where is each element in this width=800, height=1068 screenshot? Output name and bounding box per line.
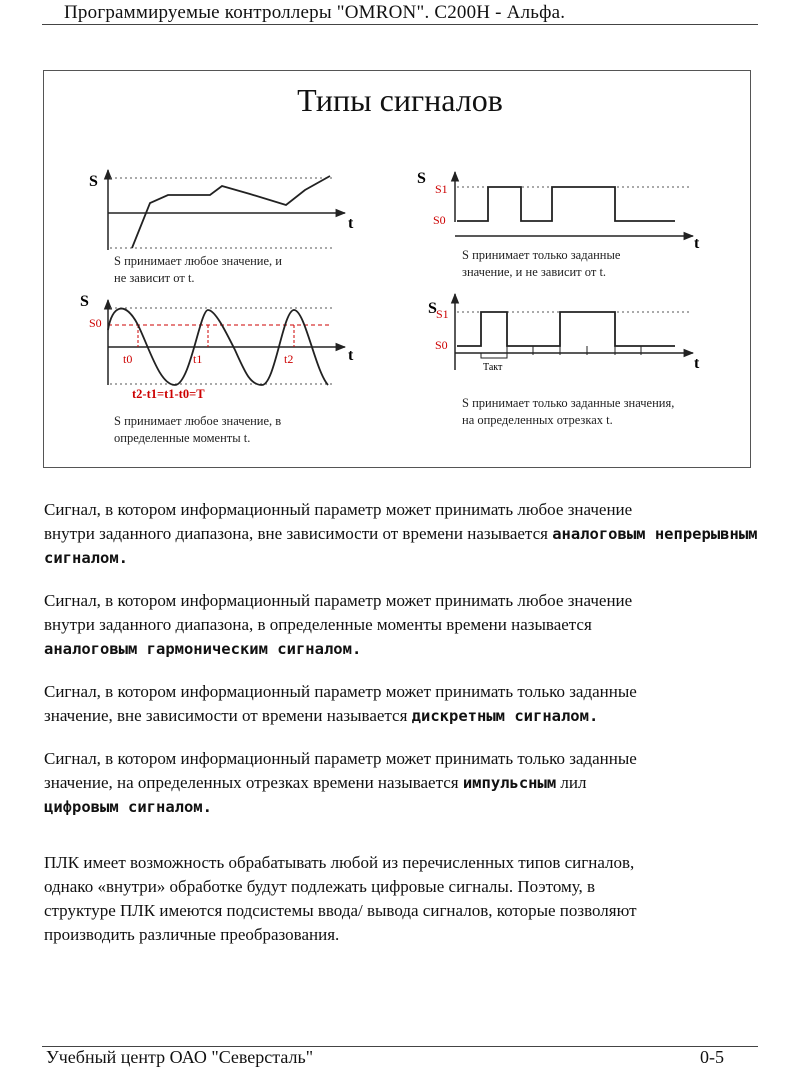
term-digital: цифровым сигналом.: [44, 798, 212, 816]
level-label-s0: S0: [89, 316, 102, 330]
signal-diagrams: [0, 0, 800, 470]
axis-label-s: S: [417, 170, 426, 187]
caption-analog: S принимает любое значение, и не зависит от t.: [114, 254, 282, 285]
definition-discrete: Сигнал, в котором информационный параметр может принимать только заданные значение, вне зависимости от времени называется дискретным сигналом.: [44, 682, 637, 725]
term-discrete: дискретным сигналом.: [411, 707, 599, 725]
level-label-s1: S1: [435, 182, 448, 196]
caption-harmonic: S принимает любое значение, в определенные моменты t.: [114, 414, 282, 445]
page-number: 0-5: [700, 1047, 724, 1067]
pulse-curve: [457, 312, 675, 346]
period-formula: t2-t1=t1-t0=T: [132, 387, 205, 401]
caption-pulse: S принимает только заданные значения, на определенных отрезках t.: [462, 396, 675, 427]
definition-analog-continuous: Сигнал, в котором информационный параметр может принимать любое значение внутри заданного диапазона, вне зависимости от времени называется аналоговым непрерывным сигналом.: [44, 500, 758, 567]
axis-label-t: t: [694, 235, 700, 252]
page-header: Программируемые контроллеры "OMRON". C200H - Альфа.: [64, 2, 566, 23]
level-label-s1: S1: [436, 307, 449, 321]
panel-analog-continuous: [89, 170, 354, 250]
panel-harmonic: [80, 293, 354, 401]
level-label-s0: S0: [435, 338, 448, 352]
term-pulse: импульсным: [462, 774, 557, 792]
time-label-t2: t2: [284, 352, 294, 366]
time-label-t0: t0: [123, 352, 133, 366]
level-label-s0: S0: [433, 213, 446, 227]
plc-note: ПЛК имеет возможность обрабатывать любой из перечисленных типов сигналов, однако «внутри» обработке будут подлежать цифровые сигналы. Поэтому, в структуре ПЛК имеются подсистемы ввода/ вывода сигналов, которые позволяют производить различные преобразования.: [44, 853, 637, 944]
time-label-t1: t1: [193, 352, 203, 366]
caption-discrete: S принимает только заданные значение, и не зависит от t.: [462, 248, 621, 279]
figure-title: Типы сигналов: [297, 82, 503, 118]
term-analog-harmonic: аналоговым гармоническим сигналом.: [44, 640, 362, 658]
axis-label-s: S: [80, 293, 89, 310]
footer-organization: Учебный центр ОАО "Северсталь": [46, 1047, 314, 1067]
axis-label-t: t: [694, 355, 700, 372]
discrete-curve: [457, 187, 675, 221]
term-analog-continuous: аналоговым непрерывным сигналом.: [44, 525, 758, 567]
axis-label-t: t: [348, 215, 354, 232]
definition-analog-harmonic: Сигнал, в котором информационный параметр может принимать любое значение внутри заданного диапазона, в определенные моменты времени называется аналоговым гармоническим сигналом.: [44, 591, 633, 658]
clock-label: Такт: [483, 362, 503, 373]
panel-discrete: [417, 170, 700, 252]
axis-label-s: S: [428, 300, 437, 317]
axis-label-s: S: [89, 173, 98, 190]
definition-pulse: Сигнал, в котором информационный параметр может принимать только заданные значение, на определенных отрезках времени называется импульсным лил цифровым сигналом.: [44, 749, 637, 816]
panel-pulse: [428, 294, 700, 373]
analog-curve: [132, 176, 330, 248]
axis-label-t: t: [348, 347, 354, 364]
